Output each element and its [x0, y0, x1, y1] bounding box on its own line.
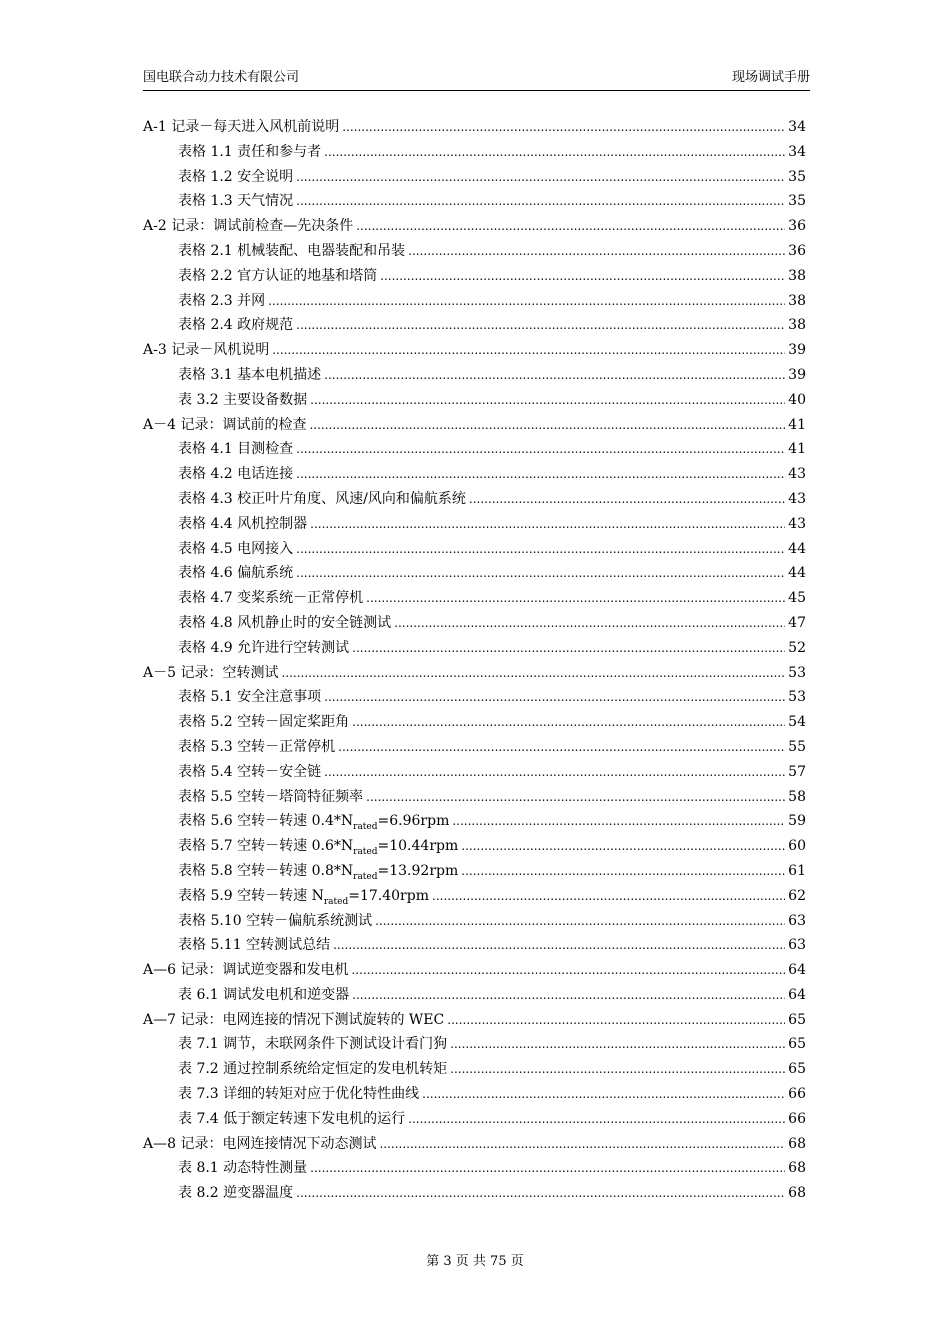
toc-table-entry[interactable]: [143, 736, 806, 761]
toc-page-number: 52: [788, 639, 806, 656]
toc-entry-label: 表格 5.9 空转－转速 $N_{rated}=17.40rpm$: [178, 887, 429, 907]
toc-page-number: 36: [788, 218, 806, 235]
toc-page-number: 43: [788, 515, 806, 532]
toc-page-number: 40: [788, 391, 806, 408]
toc-entry-label: 表格 2.2 官方认证的地基和塔筒: [178, 267, 378, 284]
toc-entry-label: 表 3.2 主要设备数据: [178, 391, 308, 408]
toc-section-entry[interactable]: [143, 414, 806, 439]
dot-leader: [281, 665, 785, 681]
toc-entry-label: 表格 4.5 电网接入: [178, 540, 294, 557]
toc-table-entry[interactable]: [143, 1033, 806, 1058]
toc-page-number: 44: [788, 565, 806, 582]
dot-leader: [296, 565, 785, 581]
toc-page-number: 41: [788, 416, 806, 433]
dot-leader: [310, 1160, 785, 1176]
toc-table-entry[interactable]: [143, 290, 806, 315]
dot-leader: [309, 417, 785, 433]
dot-leader: [469, 491, 785, 507]
toc-entry-label: 表格 5.7 空转－转速 $0.6*N_{rated}=10.44rpm$: [178, 838, 459, 858]
toc-page-number: 45: [788, 590, 806, 607]
toc-page-number: 64: [788, 962, 806, 979]
toc-page-number: 61: [788, 862, 806, 879]
toc-table-entry[interactable]: [143, 885, 806, 910]
dot-leader: [379, 1136, 785, 1152]
toc-entry-label: 表格 4.3 校正叶片角度、风速/风向和偏航系统: [178, 490, 466, 507]
toc-table-entry[interactable]: [143, 488, 806, 513]
dot-leader: [461, 838, 785, 854]
toc-page-number: 41: [788, 441, 806, 458]
toc-section-entry[interactable]: [143, 339, 806, 364]
dot-leader: [333, 937, 785, 953]
toc-entry-label: A—6 记录：调试逆变器和发电机: [143, 962, 349, 979]
toc-section-entry[interactable]: [143, 116, 806, 141]
toc-page-number: 60: [788, 838, 806, 855]
toc-entry-label: 表格 2.3 并网: [178, 292, 266, 309]
toc-entry-label: 表格 4.1 目测检查: [178, 441, 294, 458]
toc-table-entry[interactable]: [143, 612, 806, 637]
dot-leader: [432, 888, 785, 904]
dot-leader: [452, 813, 785, 829]
dot-leader: [272, 342, 785, 358]
toc-page-number: 53: [788, 664, 806, 681]
toc-table-entry[interactable]: [143, 810, 806, 835]
toc-section-entry[interactable]: [143, 1133, 806, 1158]
dot-leader: [296, 1185, 785, 1201]
toc-section-entry[interactable]: [143, 959, 806, 984]
dot-leader: [324, 689, 785, 705]
dot-leader: [447, 1012, 785, 1028]
toc-table-entry[interactable]: [143, 786, 806, 811]
toc-entry-label: 表格 5.6 空转－转速 $0.4*N_{rated}=6.96rpm$: [178, 813, 450, 833]
toc-entry-label: 表 6.1 调试发电机和逆变器: [178, 986, 350, 1003]
toc-table-entry[interactable]: [143, 637, 806, 662]
toc-page-number: 44: [788, 540, 806, 557]
toc-entry-label: 表格 4.9 允许进行空转测试: [178, 639, 350, 656]
dot-leader: [324, 144, 785, 160]
toc-page-number: 68: [788, 1160, 806, 1177]
toc-entry-label: A-2 记录：调试前检查—先决条件: [143, 218, 354, 235]
toc-table-entry[interactable]: [143, 711, 806, 736]
toc-table-entry[interactable]: [143, 463, 806, 488]
toc-entry-label: 表格 5.11 空转测试总结: [178, 937, 331, 954]
dot-leader: [461, 863, 785, 879]
toc-entry-label: 表格 4.6 偏航系统: [178, 565, 294, 582]
toc-page-number: 58: [788, 788, 806, 805]
toc-page-number: 64: [788, 986, 806, 1003]
toc-page-number: 39: [788, 342, 806, 359]
dot-leader: [352, 987, 785, 1003]
dot-leader: [356, 218, 785, 234]
toc-page-number: 35: [788, 193, 806, 210]
dot-leader: [296, 317, 785, 333]
toc-section-entry[interactable]: [143, 662, 806, 687]
document-title: 现场调试手册: [731, 70, 810, 85]
toc-entry-label: 表格 2.1 机械装配、电器装配和吊装: [178, 242, 406, 259]
dot-leader: [342, 119, 785, 135]
toc-page-number: 43: [788, 466, 806, 483]
table-of-contents: [143, 116, 806, 1207]
dot-leader: [296, 169, 785, 185]
toc-page-number: 34: [788, 143, 806, 160]
toc-page-number: 65: [788, 1036, 806, 1053]
dot-leader: [408, 1111, 785, 1127]
toc-entry-label: A—7 记录：电网连接的情况下测试旋转的 WEC: [143, 1011, 445, 1028]
toc-table-entry[interactable]: [143, 265, 806, 290]
toc-page-number: 68: [788, 1135, 806, 1152]
toc-entry-label: 表 7.4 低于额定转速下发电机的运行: [178, 1110, 406, 1127]
toc-table-entry[interactable]: [143, 190, 806, 215]
toc-entry-label: 表 8.1 动态特性测量: [178, 1160, 308, 1177]
toc-entry-label: A－5 记录：空转测试: [143, 664, 279, 681]
toc-table-entry[interactable]: [143, 860, 806, 885]
toc-entry-label: A-1 记录－每天进入风机前说明: [143, 119, 340, 135]
dot-leader: [338, 739, 785, 755]
toc-table-entry[interactable]: [143, 761, 806, 786]
toc-page-number: 35: [788, 168, 806, 185]
toc-entry-label: 表格 4.8 风机静止时的安全链测试: [178, 614, 392, 631]
toc-section-entry[interactable]: [143, 1009, 806, 1034]
toc-table-entry[interactable]: [143, 314, 806, 339]
toc-page-number: 38: [788, 267, 806, 284]
toc-table-entry[interactable]: [143, 438, 806, 463]
toc-table-entry[interactable]: [143, 389, 806, 414]
toc-page-number: 38: [788, 292, 806, 309]
toc-table-entry[interactable]: [143, 513, 806, 538]
toc-page-number: 38: [788, 317, 806, 334]
toc-entry-label: A－4 记录：调试前的检查: [143, 416, 307, 433]
toc-entry-label: 表格 5.1 安全注意事项: [178, 689, 322, 706]
toc-table-entry[interactable]: [143, 1058, 806, 1083]
toc-table-entry[interactable]: [143, 984, 806, 1009]
toc-table-entry[interactable]: [143, 934, 806, 959]
toc-table-entry[interactable]: [143, 686, 806, 711]
toc-table-entry[interactable]: [143, 587, 806, 612]
toc-table-entry[interactable]: [143, 364, 806, 389]
toc-table-entry[interactable]: [143, 1182, 806, 1207]
toc-entry-label: 表格 5.8 空转－转速 $0.8*N_{rated}=13.92rpm$: [178, 862, 459, 882]
dot-leader: [375, 913, 785, 929]
toc-entry-label: 表格 5.5 空转－塔筒特征频率: [178, 788, 364, 805]
dot-leader: [352, 714, 785, 730]
dot-leader: [366, 789, 785, 805]
dot-leader: [296, 541, 785, 557]
dot-leader: [296, 466, 785, 482]
toc-entry-label: 表格 1.3 天气情况: [178, 193, 294, 210]
toc-entry-label: 表 7.2 通过控制系统给定恒定的发电机转矩: [178, 1061, 448, 1078]
dot-leader: [310, 516, 785, 532]
toc-table-entry[interactable]: [143, 538, 806, 563]
toc-entry-label: A-3 记录－风机说明: [143, 342, 270, 359]
dot-leader: [394, 615, 785, 631]
dot-leader: [450, 1036, 785, 1052]
toc-entry-label: 表格 5.10 空转－偏航系统测试: [178, 912, 373, 929]
toc-entry-label: 表 8.2 逆变器温度: [178, 1185, 294, 1202]
toc-entry-label: 表格 2.4 政府规范: [178, 317, 294, 334]
toc-page-number: 63: [788, 912, 806, 929]
toc-table-entry[interactable]: [143, 1108, 806, 1133]
dot-leader: [366, 590, 785, 606]
dot-leader: [422, 1086, 785, 1102]
toc-table-entry[interactable]: [143, 1157, 806, 1182]
toc-entry-label: 表格 5.2 空转－固定桨距角: [178, 714, 350, 731]
dot-leader: [310, 392, 785, 408]
toc-entry-label: 表格 1.1 责任和参与者: [178, 143, 322, 160]
toc-entry-label: 表 7.3 详细的转矩对应于优化特性曲线: [178, 1086, 420, 1103]
toc-table-entry[interactable]: [143, 240, 806, 265]
page-header: [143, 70, 810, 91]
dot-leader: [351, 962, 785, 978]
toc-entry-label: 表格 1.2 安全说明: [178, 168, 294, 185]
toc-page-number: 57: [788, 763, 806, 780]
toc-table-entry[interactable]: [143, 835, 806, 860]
toc-page-number: 43: [788, 490, 806, 507]
toc-entry-label: 表格 5.4 空转－安全链: [178, 763, 322, 780]
toc-page-number: 65: [788, 1061, 806, 1078]
toc-entry-label: A—8 记录：电网连接情况下动态测试: [143, 1135, 377, 1152]
toc-page-number: 54: [788, 714, 806, 731]
dot-leader: [352, 640, 785, 656]
toc-entry-label: 表格 4.2 电话连接: [178, 466, 294, 483]
toc-table-entry[interactable]: [143, 1083, 806, 1108]
toc-page-number: 53: [788, 689, 806, 706]
toc-page-number: 66: [788, 1110, 806, 1127]
toc-section-entry[interactable]: [143, 215, 806, 240]
toc-page-number: 47: [788, 614, 806, 631]
toc-entry-label: 表格 4.4 风机控制器: [178, 515, 308, 532]
toc-page-number: 68: [788, 1185, 806, 1202]
company-name: 国电联合动力技术有限公司: [143, 70, 300, 85]
toc-page-number: 63: [788, 937, 806, 954]
dot-leader: [324, 764, 785, 780]
toc-page-number: 36: [788, 242, 806, 259]
toc-page-number: 66: [788, 1086, 806, 1103]
toc-table-entry[interactable]: [143, 141, 806, 166]
toc-page-number: 59: [788, 813, 806, 830]
dot-leader: [450, 1061, 785, 1077]
page-number-footer: 第 3 页 共 75 页: [426, 1254, 524, 1269]
toc-entry-label: 表格 3.1 基本电机描述: [178, 366, 322, 383]
dot-leader: [408, 243, 785, 259]
toc-page-number: 65: [788, 1011, 806, 1028]
toc-table-entry[interactable]: [143, 166, 806, 191]
toc-page-number: 34: [788, 119, 806, 135]
dot-leader: [268, 293, 785, 309]
toc-table-entry[interactable]: [143, 562, 806, 587]
toc-table-entry[interactable]: [143, 910, 806, 935]
dot-leader: [380, 268, 785, 284]
toc-entry-label: 表格 4.7 变桨系统－正常停机: [178, 590, 364, 607]
toc-entry-label: 表格 5.3 空转－正常停机: [178, 738, 336, 755]
toc-entry-label: 表 7.1 调节，未联网条件下测试设计看门狗: [178, 1036, 448, 1053]
toc-page-number: 39: [788, 366, 806, 383]
dot-leader: [296, 193, 785, 209]
toc-page-number: 55: [788, 738, 806, 755]
dot-leader: [324, 367, 785, 383]
dot-leader: [296, 441, 785, 457]
toc-page-number: 62: [788, 887, 806, 904]
